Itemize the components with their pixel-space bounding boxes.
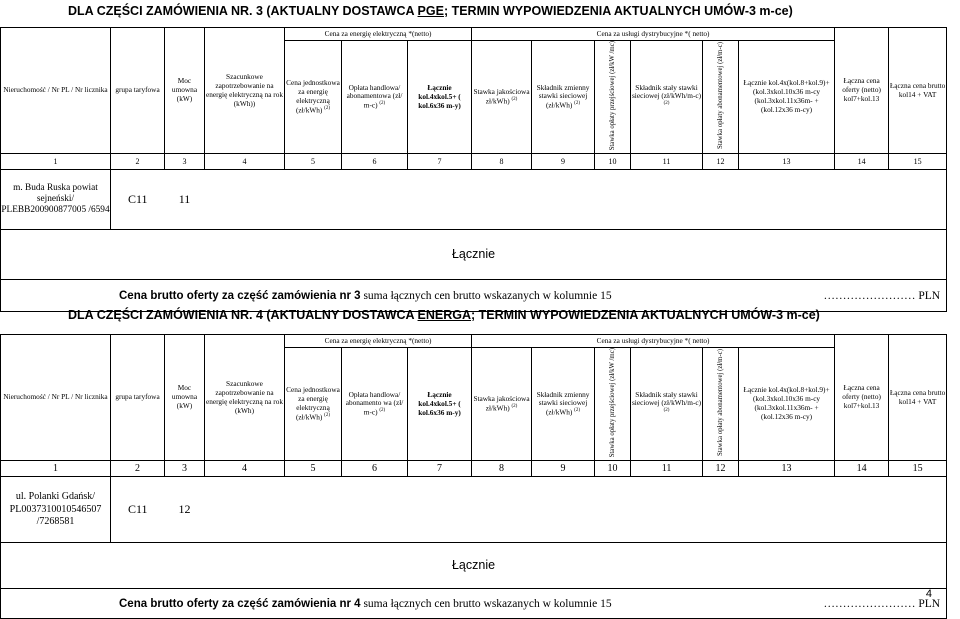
footnote-mark: (2) — [324, 412, 330, 418]
header-stawka-przej-text: Stawka opłaty przejściowej (zł/kW /mc) — [608, 41, 616, 151]
header-laczna-netto: Łączna cena oferty (netto) kol7+kol.13 — [835, 335, 889, 461]
cell-empty[interactable] — [889, 477, 947, 543]
column-number: 10 — [595, 461, 631, 477]
cell-empty[interactable] — [342, 170, 408, 230]
column-number: 3 — [165, 461, 205, 477]
header-skladnik-zmienny — [532, 41, 595, 154]
footnote-mark: (2) — [663, 408, 670, 414]
column-number: 2 — [111, 154, 165, 170]
cell-moc: 12 — [165, 477, 205, 543]
header-stawka-jak-text: Stawka jakościowa zł/kWh) — [473, 87, 530, 106]
cell-empty[interactable] — [739, 477, 835, 543]
header-oplata-text: Opłata handlowa/ abonamentowa (zł/ m-c) — [346, 82, 403, 110]
section-4-title — [68, 308, 820, 322]
cell-location: ul. Polanki Gdańsk/ PL0037310010546507 /7268581 — [1, 477, 111, 543]
header-group-distribution: Cena za usługi dystrybucyjne *( netto) — [472, 28, 835, 41]
brutto-label-bold: Cena brutto oferty za część zamówienia nr 3 — [119, 289, 361, 302]
section-3-price-table — [0, 27, 947, 312]
column-number: 1 — [1, 154, 111, 170]
header-cena-text: Cena jednostkowa za energię elektryczną (zł/kWh) — [286, 78, 340, 115]
column-number: 4 — [205, 461, 285, 477]
cell-empty[interactable] — [532, 477, 595, 543]
sum-row — [1, 230, 947, 280]
header-skladnik-zm-text: Składnik zmienny stawki sieciowej (zł/kWh) — [536, 389, 590, 417]
cell-empty[interactable] — [342, 477, 408, 543]
brutto-label-rest: suma łącznych cen brutto wskazanych w kolumnie 15 — [363, 597, 612, 610]
header-skladnik-staly — [631, 41, 703, 154]
section-4-title-prefix: DLA CZĘŚCI ZAMÓWIENIA NR. 4 (AKTUALNY DOSTAWCA — [68, 308, 415, 322]
footnote-mark: (2) — [574, 408, 581, 414]
cell-empty[interactable] — [631, 170, 703, 230]
header-cena-text: Cena jednostkowa za energię elektryczną (zł/kWh) — [286, 385, 340, 422]
header-stawka-jakosciowa — [472, 348, 532, 461]
footnote-mark: (2) — [663, 101, 670, 107]
header-szacunkowe: Szacunkowe zapotrzebowanie na energię elektryczną na rok (kWh) — [205, 335, 285, 461]
column-number: 8 — [472, 461, 532, 477]
column-number: 8 — [472, 154, 532, 170]
header-stawka-jak-text: Stawka jakościowa zł/kWh) — [473, 394, 530, 413]
cell-empty[interactable] — [595, 170, 631, 230]
section-3-supplier: PGE — [417, 4, 444, 18]
header-skladnik-st-text: Składnik stały stawki sieciowej (zł/kWh/m-c) — [631, 82, 702, 101]
table-row — [1, 477, 947, 543]
header-moc: Moc umowna (kW) — [165, 28, 205, 154]
cell-empty[interactable] — [205, 170, 285, 230]
header-laczna-netto: Łączna cena oferty (netto) kol7+kol.13 — [835, 28, 889, 154]
brutto-label — [1, 589, 739, 619]
column-numbers-row — [1, 461, 947, 477]
cell-empty[interactable] — [835, 170, 889, 230]
section-3-title — [68, 4, 793, 18]
header-nieruchomosc: Nieruchomość / Nr PL / Nr licznika — [1, 28, 111, 154]
header-lacznie: Łącznie kol.4xkol.5+ ( kol.6x36 m-y) — [408, 41, 472, 154]
header-oplata — [342, 41, 408, 154]
header-grupa: grupa taryfowa — [111, 28, 165, 154]
footnote-mark: (2) — [379, 101, 386, 107]
header-lacznie-dystrybucja: Łącznie kol.4x(kol.8+kol.9)+ (kol.3xkol.10x36 m-cy (kol.3xkol.11x36m- +(kol.12x36 m-cy) — [739, 348, 835, 461]
brutto-value[interactable]: …………………… PLN — [739, 589, 947, 619]
column-number: 9 — [532, 154, 595, 170]
header-oplata — [342, 348, 408, 461]
header-stawka-abonamentowa — [703, 41, 739, 154]
column-number: 11 — [631, 154, 703, 170]
cell-empty[interactable] — [532, 170, 595, 230]
column-number: 4 — [205, 154, 285, 170]
footnote-mark: (2) — [379, 408, 386, 414]
column-number: 10 — [595, 154, 631, 170]
cell-grupa: C11 — [111, 170, 165, 230]
cell-empty[interactable] — [889, 170, 947, 230]
column-number: 7 — [408, 154, 472, 170]
cell-empty[interactable] — [703, 170, 739, 230]
column-number: 5 — [285, 154, 342, 170]
header-szacunkowe: Szacunkowe zapotrzebowanie na energię elektryczną na rok (kWh)) — [205, 28, 285, 154]
section-4-supplier: ENERGA — [417, 308, 472, 322]
footnote-mark: (2) — [511, 403, 518, 409]
header-oplata-text: Opłata handlowa/ abonamento wa (zł/ m-c) — [345, 389, 404, 417]
header-stawka-abonamentowa — [703, 348, 739, 461]
cell-empty[interactable] — [472, 170, 532, 230]
column-number: 5 — [285, 461, 342, 477]
column-number: 1 — [1, 461, 111, 477]
column-number: 9 — [532, 461, 595, 477]
cell-empty[interactable] — [285, 477, 342, 543]
column-number: 15 — [889, 461, 947, 477]
section-3-title-prefix: DLA CZĘŚCI ZAMÓWIENIA NR. 3 (AKTUALNY DOSTAWCA — [68, 4, 415, 18]
header-stawka-przej-text: Stawka opłaty przejściowej (zł/kW /mc) — [608, 348, 616, 458]
header-stawka-przejsciowa — [595, 41, 631, 154]
header-skladnik-zmienny — [532, 348, 595, 461]
cell-location: m. Buda Ruska powiat sejneński/ PLEBB200900877005 /6594 — [1, 170, 111, 230]
header-laczna-brutto: Łączna cena brutto kol14 + VAT — [889, 335, 947, 461]
header-stawka-jakosciowa — [472, 41, 532, 154]
column-number: 15 — [889, 154, 947, 170]
column-number: 14 — [835, 154, 889, 170]
header-lacznie: Łącznie kol.4xkol.5+ ( kol.6x36 m-y) — [408, 348, 472, 461]
cell-empty[interactable] — [408, 170, 472, 230]
header-nieruchomosc: Nieruchomość / Nr PL / Nr licznika — [1, 335, 111, 461]
cell-empty[interactable] — [205, 477, 285, 543]
table-row — [1, 170, 947, 230]
brutto-label-bold: Cena brutto oferty za część zamówienia nr 4 — [119, 597, 361, 610]
column-number: 14 — [835, 461, 889, 477]
header-group-energy: Cena za energię elektryczną *(netto) — [285, 28, 472, 41]
footnote-mark: (2) — [324, 105, 330, 111]
header-stawka-abon-text: Stawka opłaty abonamentowej (zł/m-c) — [716, 349, 724, 457]
cell-empty[interactable] — [285, 170, 342, 230]
brutto-label-rest: suma łącznych cen brutto wskazanych w kolumnie 15 — [363, 289, 612, 302]
header-cena-jednostkowa — [285, 348, 342, 461]
header-laczna-brutto: Łączna cena brutto kol14 + VAT — [889, 28, 947, 154]
cell-grupa: C11 — [111, 477, 165, 543]
cell-empty[interactable] — [835, 477, 889, 543]
section-4-title-suffix: ; TERMIN WYPOWIEDZENIA AKTUALNYCH UMÓW-3 m-ce) — [471, 308, 820, 322]
cell-empty[interactable] — [739, 170, 835, 230]
cell-empty[interactable] — [595, 477, 631, 543]
column-number: 12 — [703, 461, 739, 477]
cell-moc: 11 — [165, 170, 205, 230]
column-number: 7 — [408, 461, 472, 477]
header-skladnik-staly — [631, 348, 703, 461]
header-stawka-przejsciowa — [595, 348, 631, 461]
column-number: 3 — [165, 154, 205, 170]
header-skladnik-zm-text: Składnik zmienny stawki sieciowej (zł/kWh) — [536, 82, 590, 110]
brutto-value[interactable]: …………………… PLN — [739, 280, 947, 312]
cell-empty[interactable] — [472, 477, 532, 543]
header-skladnik-st-text: Składnik stały stawki sieciowej (zł/kWh/m-c) — [631, 389, 702, 408]
page-number: 4 — [925, 588, 932, 600]
footnote-mark: (2) — [574, 101, 581, 107]
column-number: 12 — [703, 154, 739, 170]
column-number: 13 — [739, 154, 835, 170]
footnote-mark: (2) — [511, 96, 518, 102]
header-group-energy: Cena za energię elektryczną *(netto) — [285, 335, 472, 348]
cell-empty[interactable] — [408, 477, 472, 543]
column-number: 2 — [111, 461, 165, 477]
section-3-title-suffix: ; TERMIN WYPOWIEDZENIA AKTUALNYCH UMÓW-3 m-ce) — [443, 4, 793, 18]
brutto-row — [1, 589, 947, 619]
sum-label: Łącznie — [1, 230, 947, 280]
cell-empty[interactable] — [703, 477, 739, 543]
column-number: 13 — [739, 461, 835, 477]
header-cena-jednostkowa — [285, 41, 342, 154]
header-group-distribution: Cena za usługi dystrybucyjne *( netto) — [472, 335, 835, 348]
sum-label: Łącznie — [1, 543, 947, 589]
column-number: 6 — [342, 461, 408, 477]
brutto-label — [1, 280, 739, 312]
header-grupa: grupa taryfowa — [111, 335, 165, 461]
brutto-row — [1, 280, 947, 312]
header-moc: Moc umowna (kW) — [165, 335, 205, 461]
column-number: 11 — [631, 461, 703, 477]
sum-row — [1, 543, 947, 589]
header-lacznie-dystrybucja: Łącznie kol.4x(kol.8+kol.9)+ (kol.3xkol.10x36 m-cy (kol.3xkol.11x36m- +(kol.12x36 m-cy) — [739, 41, 835, 154]
cell-empty[interactable] — [631, 477, 703, 543]
section-4-price-table — [0, 334, 947, 619]
column-number: 6 — [342, 154, 408, 170]
header-stawka-abon-text: Stawka opłaty abonamentowej (zł/m-c) — [716, 42, 724, 150]
column-numbers-row — [1, 154, 947, 170]
